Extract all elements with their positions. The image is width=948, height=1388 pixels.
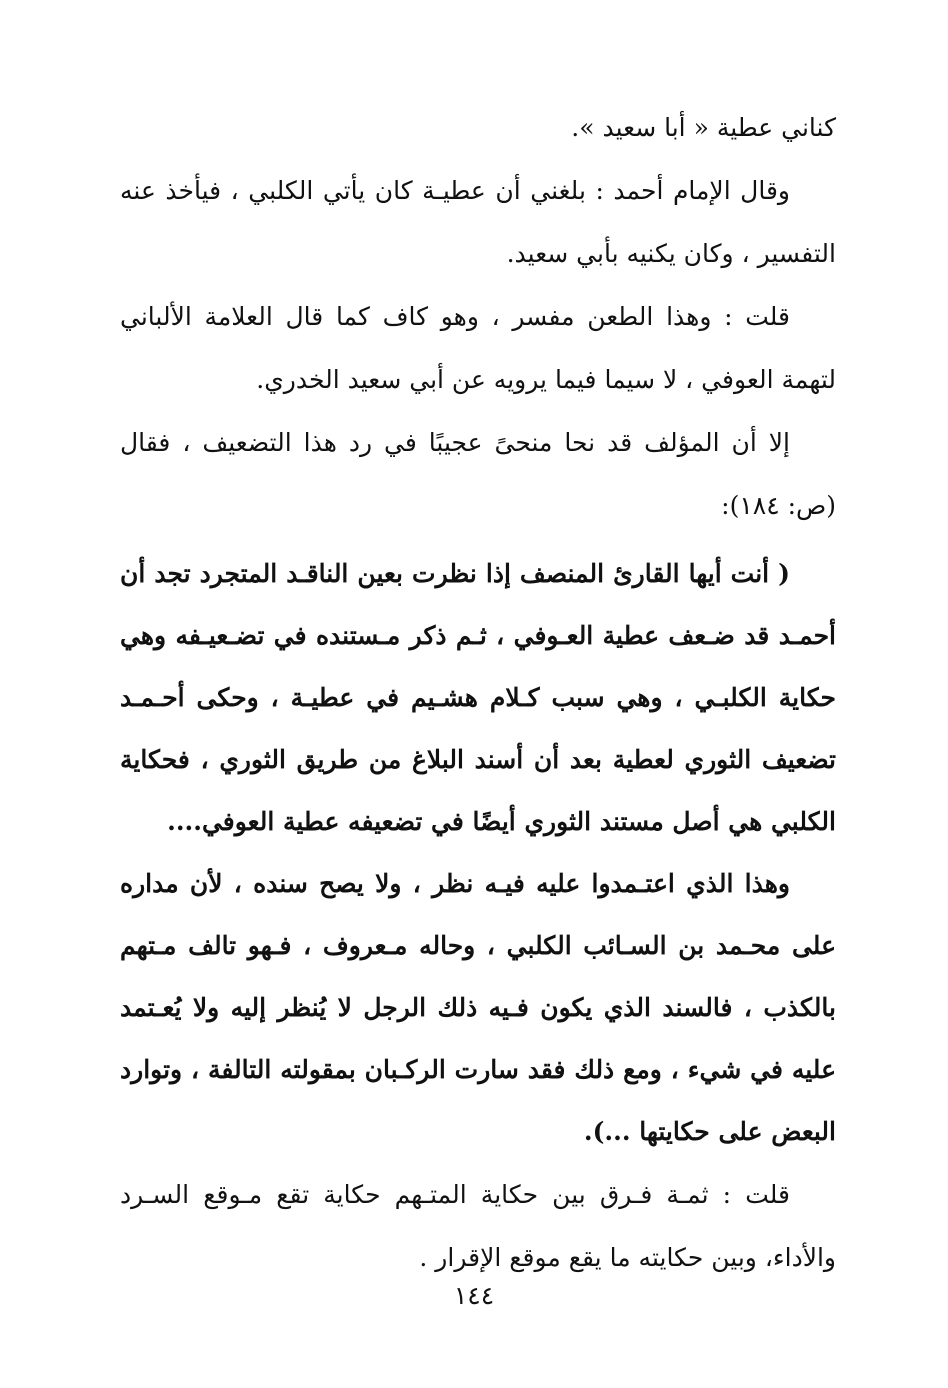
paragraph-1: كناني عطية « أبا سعيد ». [571, 113, 836, 142]
paragraph-4: إلا أن المؤلف قد نحا منحىً عجيبًا في رد هذا التضعيف ، فقال (ص: ١٨٤): [120, 428, 836, 520]
page-body [120, 96, 836, 1289]
paragraph-3: قلت : وهذا الطعن مفسر ، وهو كاف كما قال العلامة الألباني لتهمة العوفي ، لا سيما فيما يرويه عن أبي سعيد الخدري. [120, 302, 836, 394]
quote-paragraph-1: ( أنت أيها القارئ المنصف إذا نظرت بعين الناقـد المتجرد تجد أن أحمـد قد ضـعف عطية العـوفي ، ثـم ذكر مـستنده في تضـعيـفه وهي حكاية الكلبـي ، وهي سبب كـلام هشـيم في عطيـة ، وحكى أحـمـد تضعيف الثوري لعطية بعد أن أسند البلاغ من طريق الثوري ، فحكاية الكلبي هي أصل مستند الثوري أيضًا في تضعيفه عطية العوفي.... [120, 559, 836, 836]
closing-paragraph: قلت : ثمـة فـرق بين حكاية المتـهم حكاية تقع مـوقع السـرد والأداء، وبين حكايته ما يقع موقع الإقرار . [120, 1180, 836, 1272]
paragraph-2: وقال الإمام أحمد : بلغني أن عطيـة كان يأتي الكلبي ، فيأخذ عنه التفسير ، وكان يكنيه بأبي سعيد. [120, 176, 836, 268]
quote-paragraph-2: وهذا الذي اعتـمدوا عليه فيـه نظر ، ولا يصح سنده ، لأن مداره على محـمد بن السـائب الكلبي ، وحاله مـعروف ، فـهو تالف مـتهم بالكذب ، فالسند الذي يكون فـيه ذلك الرجل لا يُنظر إليه ولا يُعـتمد عليه في شيء ، ومع ذلك فقد سارت الركـبان بمقولته التالفة ، وتوارد البعض على حكايتها ...). [120, 869, 837, 1146]
page-number: ١٤٤ [453, 1281, 495, 1310]
